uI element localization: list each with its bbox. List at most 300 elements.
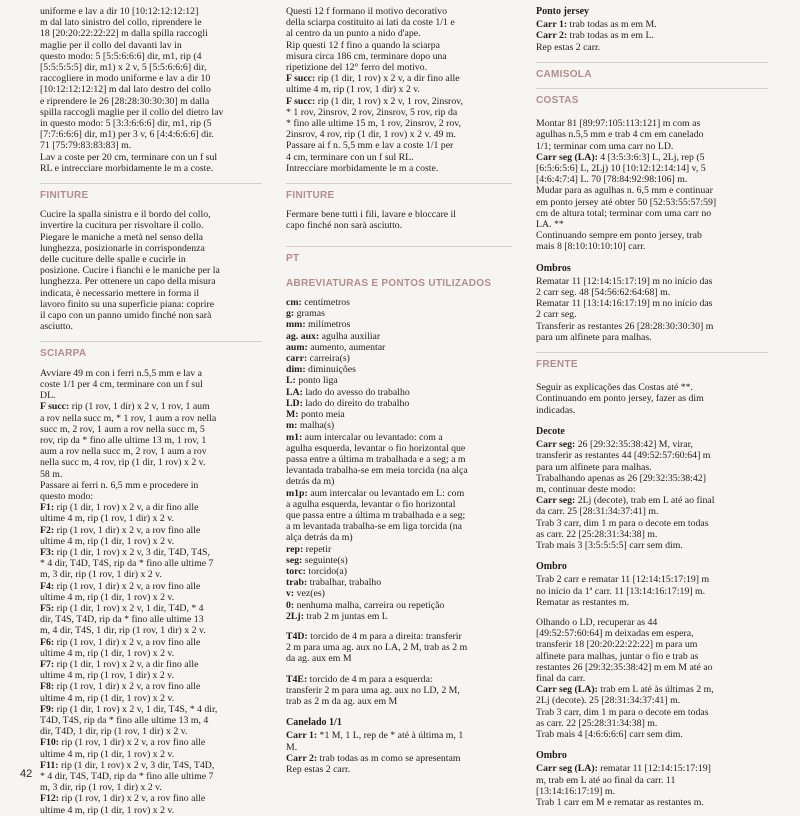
motivo-paragraph [286,6,512,73]
row-label: Carr seg (LA): [536,684,598,696]
text-line: da ag. aux em M [286,653,352,665]
stitch-label: T4D: [286,630,308,642]
row-label: Carr 1: [536,19,568,31]
row-instruction [40,401,262,479]
text-line: ultime 4 m, rip (1 rov, 1 dir) x 2 v. [40,670,174,682]
text-line: [6:5:6:5:6] L, 2Lj) 10 [10:12:12:14:14] v, 5 [536,163,706,175]
glossary-entry [286,409,512,420]
ombro-paragraph [536,574,768,608]
text-line: ultime 4 m, rip (1 dir, 1 rov) x 2 v. [40,804,175,816]
t4d-definition [286,631,512,665]
glossary-entry [286,577,512,588]
text-line: questo modo: 5 [5:5:6:6:6] dir, m1, rip (4 [40,50,202,62]
glossary-def: lado do direito do trabalho [302,397,410,409]
text-line: posizione. Cucire i fianchi e le maniche per la [40,265,220,277]
row-label: Carr seg (LA): [536,151,598,163]
text-line: succ m, 2 rov, 1 aum a rov nella succ m, 5 [40,423,205,435]
text-line: trab todas as m em M. [567,19,657,31]
text-line: Rematar 11 [13:14:16:17:19] m no início das [536,298,713,310]
collo-paragraph [40,6,262,174]
row-instruction [536,763,768,808]
glossary-def: ponto meia [298,409,345,421]
row-instruction [40,659,262,681]
text-line: indicata, è necessario mettere in forma il [40,287,200,299]
glossary-def: agulha esquerda, levantar o fio horizontal que [286,442,466,454]
text-line: Trab 2 carr e rematar 11 [12:14:15:17:19] m [536,574,710,586]
text-line: dir, T4S, T4D, rip da * fino alle ultime 13 [40,614,204,626]
row-instruction [536,152,768,186]
glossary-term: m: [286,420,298,432]
passare-paragraph [286,140,512,174]
text-line: coste 1/1 per 4 cm, terminare con un f sul [40,378,203,390]
text-line: LA. ** [536,219,564,231]
row-label: F9: [40,703,55,715]
text-line: al centro da un punto a nido d'ape. [286,28,421,40]
glossary-term: aum: [286,341,308,353]
text-line: Rep estas 2 carr. [536,41,601,53]
row-label: F3: [40,546,55,558]
glossary-entry [286,297,512,308]
glossary-entry [286,387,512,398]
glossary-def: passa entre a última m trabalhada e a seg; a m [286,453,466,465]
text-line: ripetizione del 12° ferro del motivo. [286,62,428,74]
text-line: trab em L até às últimas 2 m, [597,684,714,696]
text-line: agulhas n.5,5 mm e trab 4 cm em canelado [536,129,704,141]
row-instruction [40,760,262,794]
glossary-def: malha(s) [297,420,335,432]
glossary-term: L: [286,375,296,387]
text-line: torcido de 4 m para a direita: transferir [307,630,462,642]
text-line: spilla raccogli maglie per il collo del dietro lav [40,106,224,118]
glossary-def: vez(es) [294,588,325,600]
text-line: para um alfinete para malhas. [536,461,652,473]
glossary-entry [286,398,512,409]
text-line: 2 m para uma ag. aux no LA, 2 M, trab as 2 m [286,642,468,654]
text-line: torcido de 4 m para a esquerda: [307,673,433,685]
ponto-jersey-heading: Ponto jersey [536,6,590,17]
glossary-term: LA: [286,386,303,398]
text-line: * 1 rov, 2insrov, 2 rov, 2insrov, 5 rov, rip da [286,106,458,118]
text-line: Mudar para as agulhas n. 6,5 mm e continuar [536,185,713,197]
glossary-def: milímetros [305,319,351,331]
text-line: [13:14:16:17:19] m. [536,785,615,797]
finiture-heading: FINITURE [40,183,262,201]
text-line: restantes 26 [29:32:35:38:42] m em M até ao [536,661,713,673]
text-line: 4 cm, terminare con un f sul RL. [286,151,414,163]
text-line: 58 m. [40,468,63,480]
text-line: Montar 81 [89:97:105:113:121] m com as [536,118,701,130]
text-line: Transferir as restantes 26 [28:28:30:30:30] m [536,320,714,332]
text-line: Fermare bene tutti i fili, lavare e bloccare il [286,209,457,221]
text-line: trab todas as m em L. [567,30,654,42]
row-label: F succ: [40,401,70,413]
text-line: nella succ m, 4 rov, rip (1 dir, 1 rov) x 2 v. [40,457,206,469]
row-label: F succ: [286,73,316,85]
text-line: [7:7:6:6:6] dir, m1) per 3 v, 6 [4:4:6:6:6] dir. [40,129,214,141]
glossary-term: carr: [286,353,308,365]
text-line: m dal lato sinistro del collo, riprendere le [40,17,202,29]
glossary-def: repetir [303,543,332,555]
glossary-entry [286,566,512,577]
row-label: F7: [40,658,55,670]
text-line: rip (1 dir, 1 rov) x 2 v, 3 dir, T4D, T4S, [54,546,210,558]
text-line: m, 3 dir, rip (1 rov, 1 dir) x 2 v. [40,782,162,794]
glossary-entry [286,364,512,375]
row-instruction [40,502,262,524]
glossary-entry [286,353,512,364]
glossary-entry [286,420,512,431]
text-line: Passare ai f n. 5,5 mm e lav a coste 1/1 per [286,140,454,152]
camisola-heading: CAMISOLA [536,62,768,80]
row-instruction [40,793,262,815]
text-line: da carr. 25 [28:31:34:37:41] m. [536,506,659,518]
glossary-entry [286,308,512,319]
passare-paragraph [40,480,262,502]
text-line: rematar 11 [12:14:15:17:19] [597,763,711,775]
text-line: e riprendere le 26 [28:28:30:30:30] m dalla [40,95,210,107]
text-line: * fino alle ultime 15 m, 1 rov, 2insrov, 2 rov, [286,118,461,130]
glossary-entry [286,432,512,488]
text-line: rov, rip da * fino alle ultime 13 m, 1 rov, 1 [40,434,207,446]
text-line: rip (1 rov, 1 dir) x 2 v, a rov fino alle [54,681,201,693]
glossary-term: M: [286,409,299,421]
glossary-term: LD: [286,397,303,409]
text-line: Trab 1 carr em M e rematar as restantes m. [536,796,704,808]
text-line: rip (1 dir, 1 rov) x 2 v, 1 dir, T4S, * 4 dir, [54,703,218,715]
text-line: Avviare 49 m con i ferri n.5,5 mm e lav a [40,367,202,379]
text-line: m, trab em L até ao final da carr. 11 [536,774,676,786]
text-line: final da carr. [536,672,586,684]
row-label: Carr seg: [536,495,576,507]
text-line: 2 carr seg. 48 [54:56:62:64:68] m. [536,287,671,299]
text-line: rip (1 rov, 1 dir) x 2 v, 1 rov, 1 aum [69,401,210,413]
text-line: DL. [40,390,56,402]
text-line: Trab mais 4 [4:6:6:6:6] carr sem dim. [536,728,683,740]
row-label: F succ: [286,95,316,107]
row-instruction [40,525,262,547]
text-line: maglie per il collo del davanti lav in [40,39,182,51]
row-label: F5: [40,602,55,614]
glossary-def: aumento, aumentar [307,341,386,353]
row-instruction [40,681,262,703]
olhando-paragraph [536,617,768,684]
text-line: capo finché non sarà asciutto. [286,220,403,232]
text-line: rip (1 dir, 1 rov) x 2 v, 3 dir, T4S, T4D, [58,759,215,771]
text-line: invertire la cucitura per risvoltare il collo. [40,220,204,232]
text-line: m, 3 dir, rip (1 rov, 1 dir) x 2 v. [40,569,162,581]
frente-heading: FRENTE [536,352,768,370]
text-line: il capo con un panno umido finché non sarà [40,310,212,322]
text-line: Trabalhando apenas as 26 [29:32:35:38:42] [536,472,706,484]
text-line: uniforme e lav a dir 10 [10:12:12:12:12] [40,6,199,17]
text-line: Questi 12 f formano il motivo decorativo [286,6,448,17]
row-label: Carr 2: [286,752,318,764]
text-line: rip (1 dir, 1 rov) x 2 v, a dir fino alle [54,502,199,514]
text-line: Rep estas 2 carr. [286,763,351,775]
glossary-def: que passa entre a última m trabalhada e a seg; [286,509,466,521]
text-line: rip (1 dir, 1 rov) x 2 v, 1 dir, T4D, * 4 [54,602,204,614]
glossary-def: trabalhar, trabalho [307,577,382,589]
text-line: RL e intrecciare morbidamente le m a coste. [40,162,214,174]
glossary-term: 2Lj: [286,610,304,622]
text-line: raccogliere in modo uniforme e lav a dir 10 [40,73,211,85]
text-line: asciutto. [40,321,73,333]
text-line: misura circa 186 cm, terminare dopo una [286,50,447,62]
text-line: Lav a coste per 20 cm, terminare con un f sul [40,151,218,163]
canelado-heading: Canelado 1/1 [286,717,342,729]
row-label: F4: [40,580,55,592]
text-line: Intrecciare morbidamente le m a coste. [286,162,439,174]
text-line: delle cuciture delle spalle e cucirle in [40,254,186,266]
glossary-entry [286,600,512,611]
finiture-paragraph [40,209,262,332]
text-line: ultime 4 m, rip (1 dir, 1 rov) x 2 v. [40,692,175,704]
row-label: F12: [40,793,60,805]
text-line: rip (1 dir, 1 rov) x 2 v, 1 rov, 2insrov, [315,95,463,107]
text-line: 4 [3:5:3:6:3] L, 2Lj, rep (5 [597,151,705,163]
column-1 [40,6,262,816]
column-3 [536,6,768,808]
row-label: F8: [40,681,55,693]
text-line: 2Lj (decote). 25 [28:31:34:37:41] m. [536,695,681,707]
text-line: Trab 3 carr, dim 1 m para o decote em todas [536,517,709,529]
sciarpa-intro [40,368,262,402]
row-instruction [40,737,262,759]
glossary-def: seguinte(s) [302,554,348,566]
text-line: rip (1 dir, 1 rov) x 2 v, a dir fino alle [54,658,199,670]
glossary-def: agulha auxiliar [319,330,381,342]
text-line: Rematar as restantes m. [536,596,630,608]
text-line: rip (1 rov, 1 dir) x 2 v, a rov fino alle [54,524,201,536]
text-line: alfinete para malhas, juntar o fio e trab as [536,650,699,662]
text-line: rip (1 rov, 1 dir) x 2 v, a rov fino alle [54,580,201,592]
text-line: Cucire la spalla sinistra e il bordo del collo, [40,209,211,221]
text-line: no início da 1ª carr. 11 [13:14:16:17:19] m. [536,585,706,597]
text-line: ultime 4 m, rip (1 rov, 1 dir) x 2 v. [40,513,174,525]
text-line: 26 [29:32:35:38:42] M, virar, [575,439,693,451]
row-label: Carr 2: [536,30,568,42]
text-line: Trab mais 3 [3:5:5:5:5] carr sem dim. [536,539,683,551]
text-line: T4D, T4S, rip da * fino alle ultime 13 m, 4 [40,714,209,726]
glossary-def: lado do avesso do trabalho [302,386,410,398]
ombros-heading: Ombros [536,262,571,274]
text-line: ultime 4 m, rip (1 dir, 1 rov) x 2 v. [40,647,175,659]
text-line: para um alfinete para malhas. [536,331,652,343]
text-line: Continuando sempre em ponto jersey, trab [536,230,702,242]
text-line: [10:12:12:12:12] m dal lato destro del collo [40,84,211,96]
text-line: ultime 4 m, rip (1 dir, 1 rov) x 2 v. [40,535,175,547]
text-line: Rematar 11 [12:14:15:17:19] m no início das [536,275,713,287]
text-line: 2Lj (decote), trab em L até ao final [575,495,715,507]
text-line: *1 M, 1 L, rep de * até à última m, 1 [317,730,464,742]
text-line: ultime 4 m, rip (1 dir, 1 rov) x 2 v. [40,748,175,760]
text-line: in questo modo: 5 [3:3:6:6:6] dir, m1, rip (5 [40,118,212,130]
text-line: Continuando em ponto jersey, fazer as dim [536,393,704,405]
text-line: Passare ai ferri n. 6,5 mm e procedere in [40,479,199,491]
frente-paragraph [536,382,768,416]
text-line: M. [286,741,298,753]
row-label: F1: [40,502,55,514]
glossary-term: seg: [286,554,303,566]
glossary-term: torc: [286,565,306,577]
text-line: Trab 3 carr, dim 1 m para o decote em todas [536,706,709,718]
glossary-term: m1: [286,431,303,443]
glossary-def: nenhuma malha, carreira ou repetição [294,599,445,611]
stitch-label: T4E: [286,673,308,685]
row-label: Carr seg: [536,439,576,451]
text-line: [49:52:57:60:64] m deixadas em espera, [536,628,694,640]
glossary-list [286,297,512,622]
text-line: Olhando o LD, recuperar as 44 [536,616,658,628]
costas-heading: COSTAS [536,88,768,106]
pt-heading: PT [286,246,512,264]
row-instruction [286,73,512,95]
row-label: F6: [40,636,55,648]
row-label: Carr seg (LA): [536,763,598,775]
sciarpa-heading: SCIARPA [40,341,262,359]
text-line: lunghezza. Per ottenere un capo della misura [40,276,216,288]
text-line: questo modo: [40,490,94,502]
text-line: transferir as restantes 44 [49:52:57:60:64] m [536,450,711,462]
text-line: Piegare le maniche a metà nel senso della [40,231,203,243]
text-line: ultime 4 m, rip (1 rov, 1 dir) x 2 v. [286,84,420,96]
glossary-term: cm: [286,297,302,309]
glossary-term: rep: [286,543,304,555]
text-line: * 4 dir, T4S, T4D, rip da * fino alle ultime 7 [40,771,214,782]
ponto-jersey-rows [536,19,768,53]
abbreviations-heading: ABREVIATURAS E PONTOS UTILIZADOS [286,277,492,289]
glossary-entry [286,375,512,386]
glossary-entry [286,342,512,353]
glossary-def: diminuições [305,364,356,376]
glossary-def: a m levantada trabalha-se em liga torcida (na [286,521,462,533]
finiture-paragraph [286,209,512,231]
ombro-heading: Ombro [536,561,567,573]
glossary-def: levantada trabalha-se em meia torcida (na alça [286,465,468,477]
row-instruction [40,637,262,659]
text-line: rip (1 dir, 1 rov) x 2 v, a dir fino alle [315,73,460,85]
text-line: * 4 dir, T4D, T4S, rip da * fino alle ultime 7 [40,558,214,570]
glossary-entry [286,488,512,544]
glossary-term: ag. aux: [286,330,320,342]
row-label: Carr 1: [286,730,318,742]
text-line: mais 8 [8:10:10:10:10] carr. [536,241,646,253]
costas-mudar [536,185,768,252]
text-line: [5:5:5:5:5] dir, m1) x 2 v, 5 [5:5:6:6:6] dir, [40,62,207,74]
text-line: ultime 4 m, rip (1 dir, 1 rov) x 2 v. [40,591,175,603]
text-line: Seguir as explicações das Costas até **. [536,382,693,394]
text-line: rip (1 rov, 1 dir) x 2 v, a rov fino alle [54,636,201,648]
costas-intro [536,118,768,152]
ombros-paragraph [536,276,768,343]
glossary-def: gramas [294,308,325,320]
row-instruction [536,684,768,740]
glossary-def: alça detrás da m) [286,532,353,544]
text-line: a rov nella succ m, * 1 rov, 1 aum a rov nella [40,412,217,424]
text-line: as carr. 22 [25:28:31:34:38] m. [536,717,658,729]
glossary-term: v: [286,588,295,600]
ombro-heading: Ombro [536,750,567,762]
glossary-def: a agulha esquerda, levantar o fio horizontal [286,498,456,510]
text-line: 2 carr seg. [536,309,577,321]
text-line: rip (1 rov, 1 dir) x 2 v, a rov fino alle [59,737,206,749]
glossary-def: aum intercalar ou levantado em L: com [307,487,465,499]
glossary-def: torcido(a) [305,565,348,577]
glossary-term: m1p: [286,487,308,499]
text-line: Rip questi 12 f fino a quando la sciarpa [286,39,440,51]
finiture-heading: FINITURE [286,183,512,201]
text-line: dir, T4D, 1 dir, rip (1 rov, 1 dir) x 2 v. [40,726,188,738]
text-line: em ponto jersey até obter 50 [52:53:55:57:59] [536,196,717,208]
page-number: 42 [20,768,33,780]
glossary-entry [286,588,512,599]
row-instruction [286,730,512,752]
text-line: 2insrov, 4 rov, rip (1 dir, 1 rov) x 2 v. 49 m. [286,129,456,141]
text-line: indicadas. [536,404,576,416]
row-label: F11: [40,759,59,771]
row-instruction [40,603,262,637]
text-line: 71 [75:79:83:83:83] m. [40,140,132,152]
glossary-def: aum intercalar ou levantado: com a [302,431,443,443]
text-line: transferir 18 [20:20:22:22:22] m para um [536,639,698,651]
glossary-term: dim: [286,364,306,376]
text-line: m, continuar deste modo: [536,483,636,495]
text-line: aum a rov nella succ m, 2 rov, 1 aum a rov [40,446,207,458]
row-instruction [536,495,768,551]
row-label: F10: [40,737,60,749]
glossary-entry [286,611,512,622]
glossary-entry [286,319,512,330]
row-instruction [536,439,768,495]
row-instruction [40,581,262,603]
text-line: trab todas as m como se apresentam [317,752,461,764]
text-line: trab as 2 m da ag. aux em M [286,695,398,707]
text-line: lavoro finito su una superficie piana: coprire [40,298,215,310]
glossary-def: carreira(s) [307,353,350,365]
text-line: 1/1; terminar com uma carr no LD. [536,140,674,152]
text-line: cm de altura total; terminar com uma carr no [536,207,712,219]
glossary-term: g: [286,308,295,320]
t4e-definition [286,674,512,708]
text-line: as carr. 22 [25:28:31:34:38] m. [536,528,658,540]
glossary-entry [286,331,512,342]
glossary-entry [286,544,512,555]
text-line: m, 4 dir, T4S, 1 dir, rip (1 rov, 1 dir) x 2 v. [40,625,206,637]
glossary-def: ponto liga [295,375,338,387]
glossary-term: trab: [286,577,308,589]
row-list [40,502,262,816]
column-2 [286,6,512,775]
text-line: rip (1 rov, 1 dir) x 2 v, a rov fino alle [59,793,206,805]
row-instruction [40,547,262,581]
glossary-entry [286,555,512,566]
glossary-def: centímetros [301,297,350,309]
text-line: 18 [20:20:22:22:22] m dalla spilla raccogli [40,28,208,40]
decote-heading: Decote [536,425,565,437]
glossary-def: trab 2 m juntas em L [303,610,388,622]
glossary-term: 0: [286,599,295,611]
row-instruction [286,753,512,775]
row-label: F2: [40,524,55,536]
text-line: transferir 2 m para uma ag. aux no LD, 2 M, [286,684,460,696]
row-instruction [40,704,262,738]
text-line: [4:6:4:7:4] L. 70 [78:84:92:98:106] m. [536,174,688,186]
row-instruction [286,96,512,141]
text-line: lunghezza, posizionarle in corrispondenza [40,242,205,254]
glossary-def: detrás da m) [286,476,335,488]
glossary-term: mm: [286,319,306,331]
text-line: della sciarpa costituito ai lati da coste 1/1 e [286,17,455,29]
